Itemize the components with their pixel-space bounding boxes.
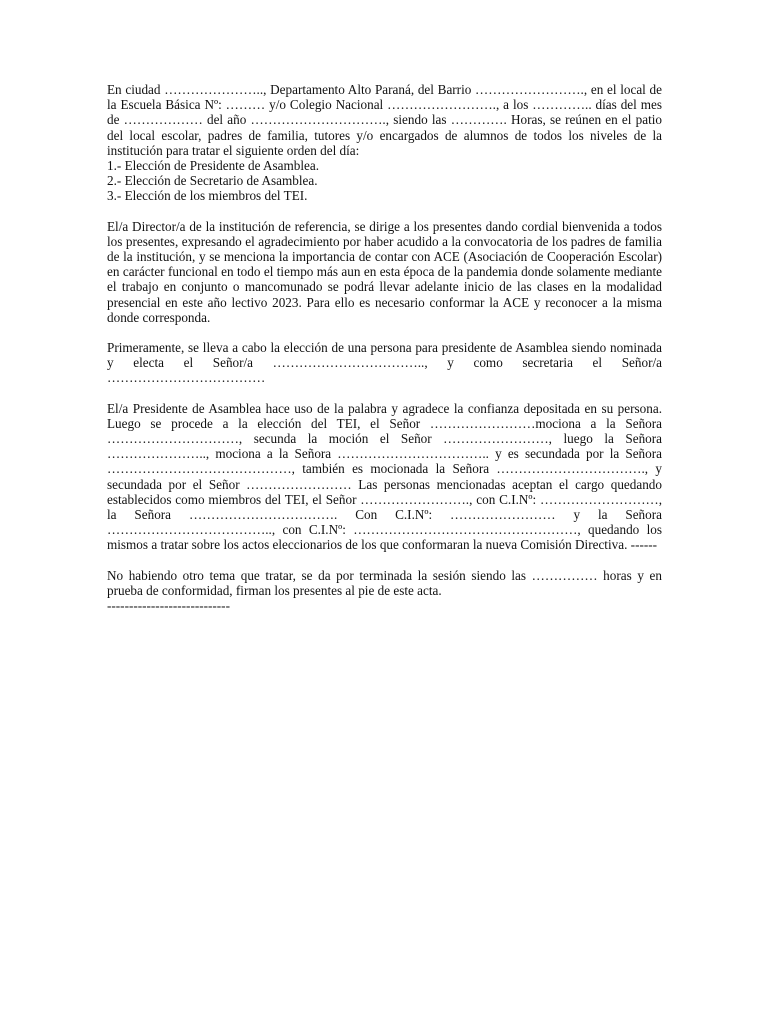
election-paragraph: Primeramente, se lleva a cabo la elección de una persona para presidente de Asamblea siendo nominada y electa el Señor/a …………………………….., y como secretaria el Señor/a ……………………………… bbox=[107, 340, 662, 386]
agenda-item: 1.- Elección de Presidente de Asamblea. bbox=[107, 158, 320, 174]
document-body bbox=[107, 82, 662, 613]
agenda-item: 2.- Elección de Secretario de Asamblea. bbox=[107, 173, 318, 189]
intro-paragraph: En ciudad ………………….., Departamento Alto Paraná, del Barrio ……………………., en el local de la Escuela Básica Nº: ……… y/o Colegio Nacional ……………………., a los ………….. días del mes de ……………… del año …………………………., siendo las …………. Horas, se reúnen en el patio del local escolar, padres de familia, tutores y/o encargados de alumnos de todos los niveles de la institución para tratar el siguiente orden del día: bbox=[107, 82, 662, 158]
agenda-list bbox=[107, 158, 662, 204]
closing-dashes: ---------------------------- bbox=[107, 598, 230, 614]
director-paragraph: El/a Director/a de la institución de referencia, se dirige a los presentes dando cordial bienvenida a todos los presentes, expresando el agradecimiento por haber acudido a la convocatoria de los padres de familia de la institución, y se menciona la importancia de contar con ACE (Asociación de Cooperación Escolar) en carácter funcional en todo el tiempo más aun en esta época de la pandemia donde solamente mediante el trabajo en conjunto o mancomunado se podrá llevar adelante inicio de las clases en la modalidad presencial en este año lectivo 2023. Para ello es necesario conformar la ACE y reconocer a la misma donde corresponda. bbox=[107, 218, 662, 325]
agenda-item: 3.- Elección de los miembros del TEI. bbox=[107, 188, 308, 204]
closing-paragraph: No habiendo otro tema que tratar, se da por terminada la sesión siendo las …………… horas y en prueba de conformidad, firman los presentes al pie de este acta. bbox=[107, 567, 662, 598]
president-paragraph: El/a Presidente de Asamblea hace uso de la palabra y agradece la confianza depositada en su persona. Luego se procede a la elección del TEI, el Señor ……………………mociona a la Señora …………………………, secunda la moción el Señor ……………………, luego la Señora ………………….., mociona a la Señora …………………………….. y es secundada por la Señora ……………………………………, también es mocionada la Señora ……………………………., y secundada por el Señor …………………… Las personas mencionadas aceptan el cargo quedando establecidos como miembros del TEI, el Señor ……………………., con C.I.Nº: ………………………, la Señora ……………………………. Con C.I.Nº: …………………… y la Señora ……………………………….., con C.I.Nº: ……………………………………………, quedando los mismos a tratar sobre los actos eleccionarios de los que conformaran la nueva Comisión Directiva. ------ bbox=[107, 400, 662, 553]
